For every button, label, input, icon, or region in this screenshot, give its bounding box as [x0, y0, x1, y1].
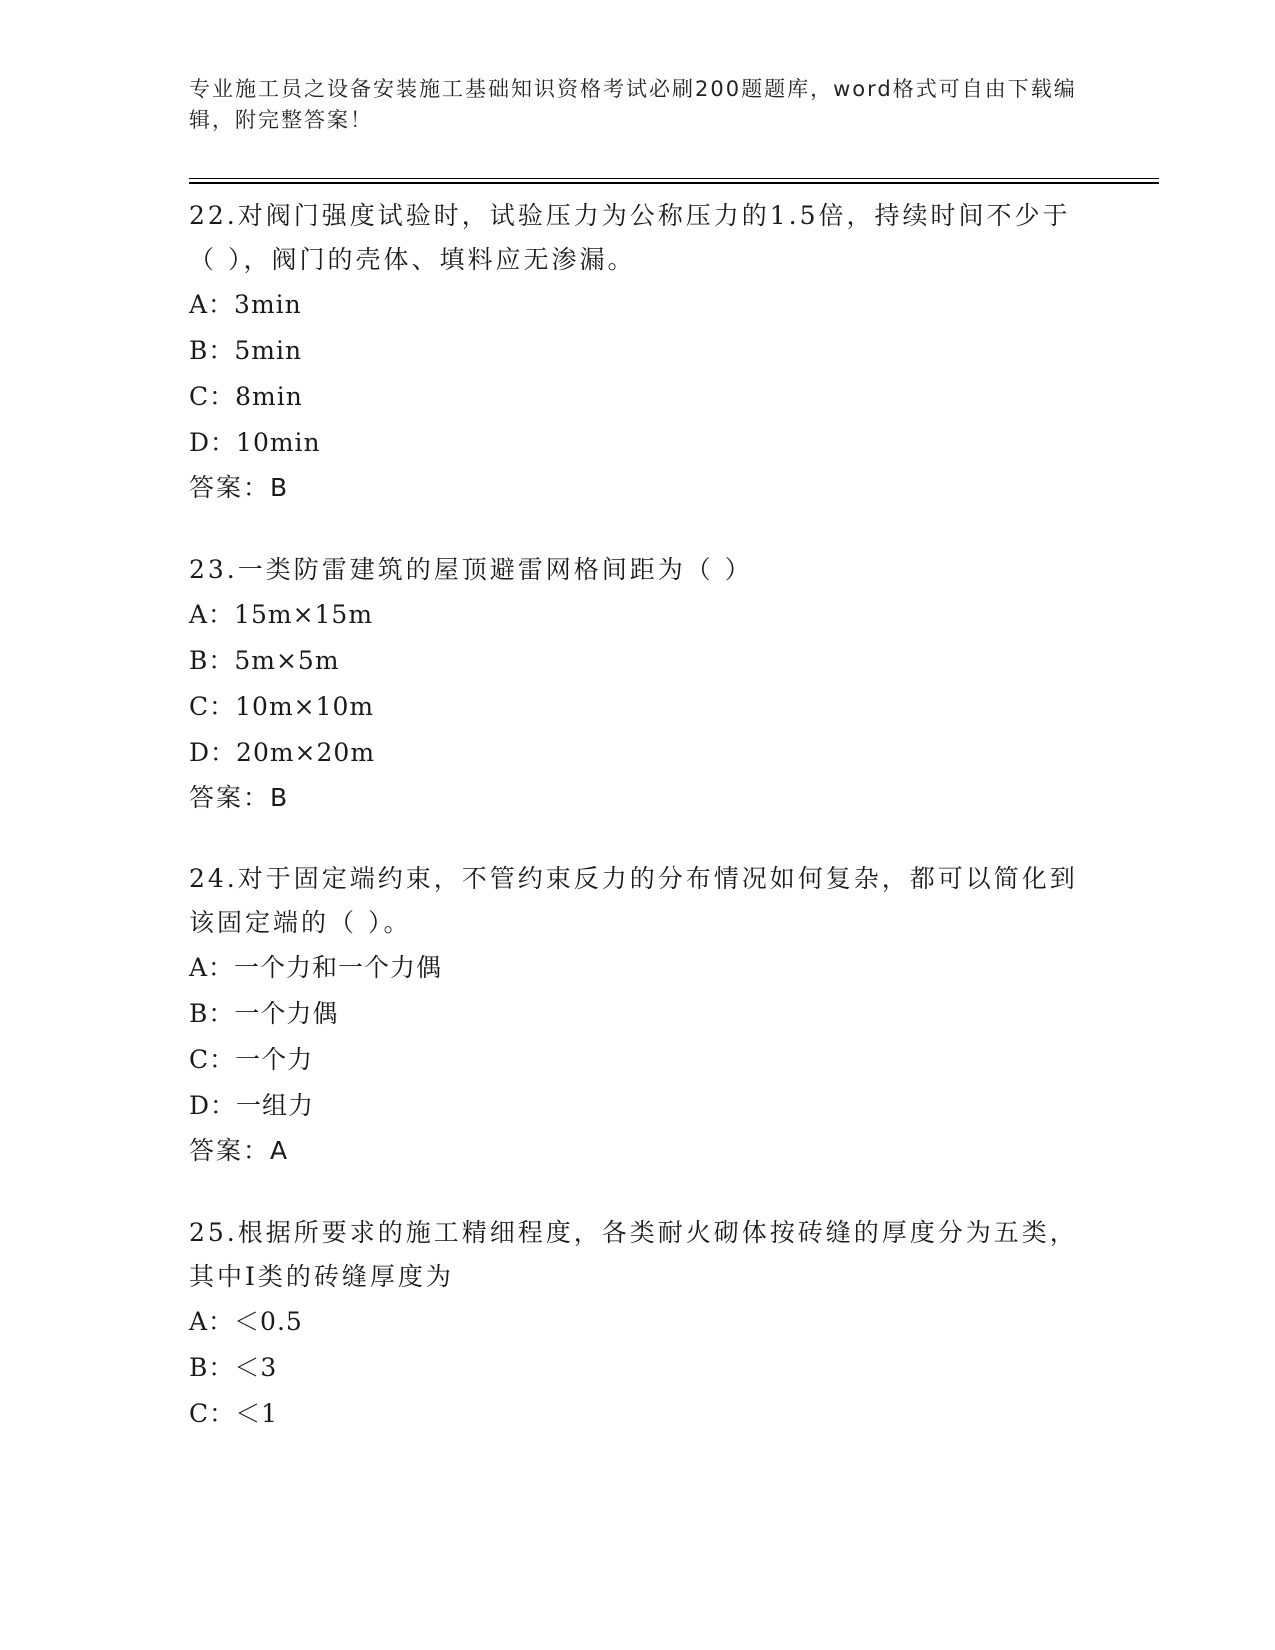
option-a: A：一个力和一个力偶	[189, 953, 443, 982]
answer: 答案：A	[189, 1136, 290, 1165]
option-d: D：10min	[189, 428, 321, 457]
option-a: A：3min	[189, 290, 302, 319]
question-24	[189, 857, 1089, 1173]
question-22	[189, 194, 1089, 510]
header-divider-thick	[189, 182, 1159, 184]
option-a: A：15m×15m	[189, 600, 374, 629]
option-b: B：5m×5m	[189, 646, 340, 675]
option-c: C：一个力	[189, 1045, 314, 1074]
question-23	[189, 548, 1089, 820]
question-25	[189, 1211, 1089, 1437]
question-text: 24.对于固定端约束，不管约束反力的分布情况如何复杂，都可以简化到该固定端的（ ）。	[189, 864, 1078, 937]
option-b: B：5min	[189, 336, 303, 365]
document-header: 专业施工员之设备安装施工基础知识资格考试必刷200题题库，word格式可自由下载编辑，附完整答案！	[189, 77, 1077, 132]
answer: 答案：B	[189, 473, 290, 502]
option-d: D：20m×20m	[189, 738, 376, 767]
header-divider-thin	[189, 178, 1159, 179]
question-text: 22.对阀门强度试验时，试验压力为公称压力的1.5倍，持续时间不少于（ ），阀门的壳体、填料应无渗漏。	[189, 201, 1071, 274]
question-text: 23.一类防雷建筑的屋顶避雷网格间距为（ ）	[189, 555, 753, 584]
option-c: C：10m×10m	[189, 692, 375, 721]
option-b: B：＜3	[189, 1353, 278, 1382]
option-c: C：8min	[189, 382, 303, 411]
option-d: D：一组力	[189, 1091, 315, 1120]
question-text: 25.根据所要求的施工精细程度，各类耐火砌体按砖缝的厚度分为五类，其中Ⅰ类的砖缝厚度为	[189, 1218, 1078, 1291]
option-a: A：＜0.5	[189, 1307, 303, 1336]
option-b: B：一个力偶	[189, 999, 339, 1028]
answer: 答案：B	[189, 783, 290, 812]
option-c: C：＜1	[189, 1399, 279, 1428]
